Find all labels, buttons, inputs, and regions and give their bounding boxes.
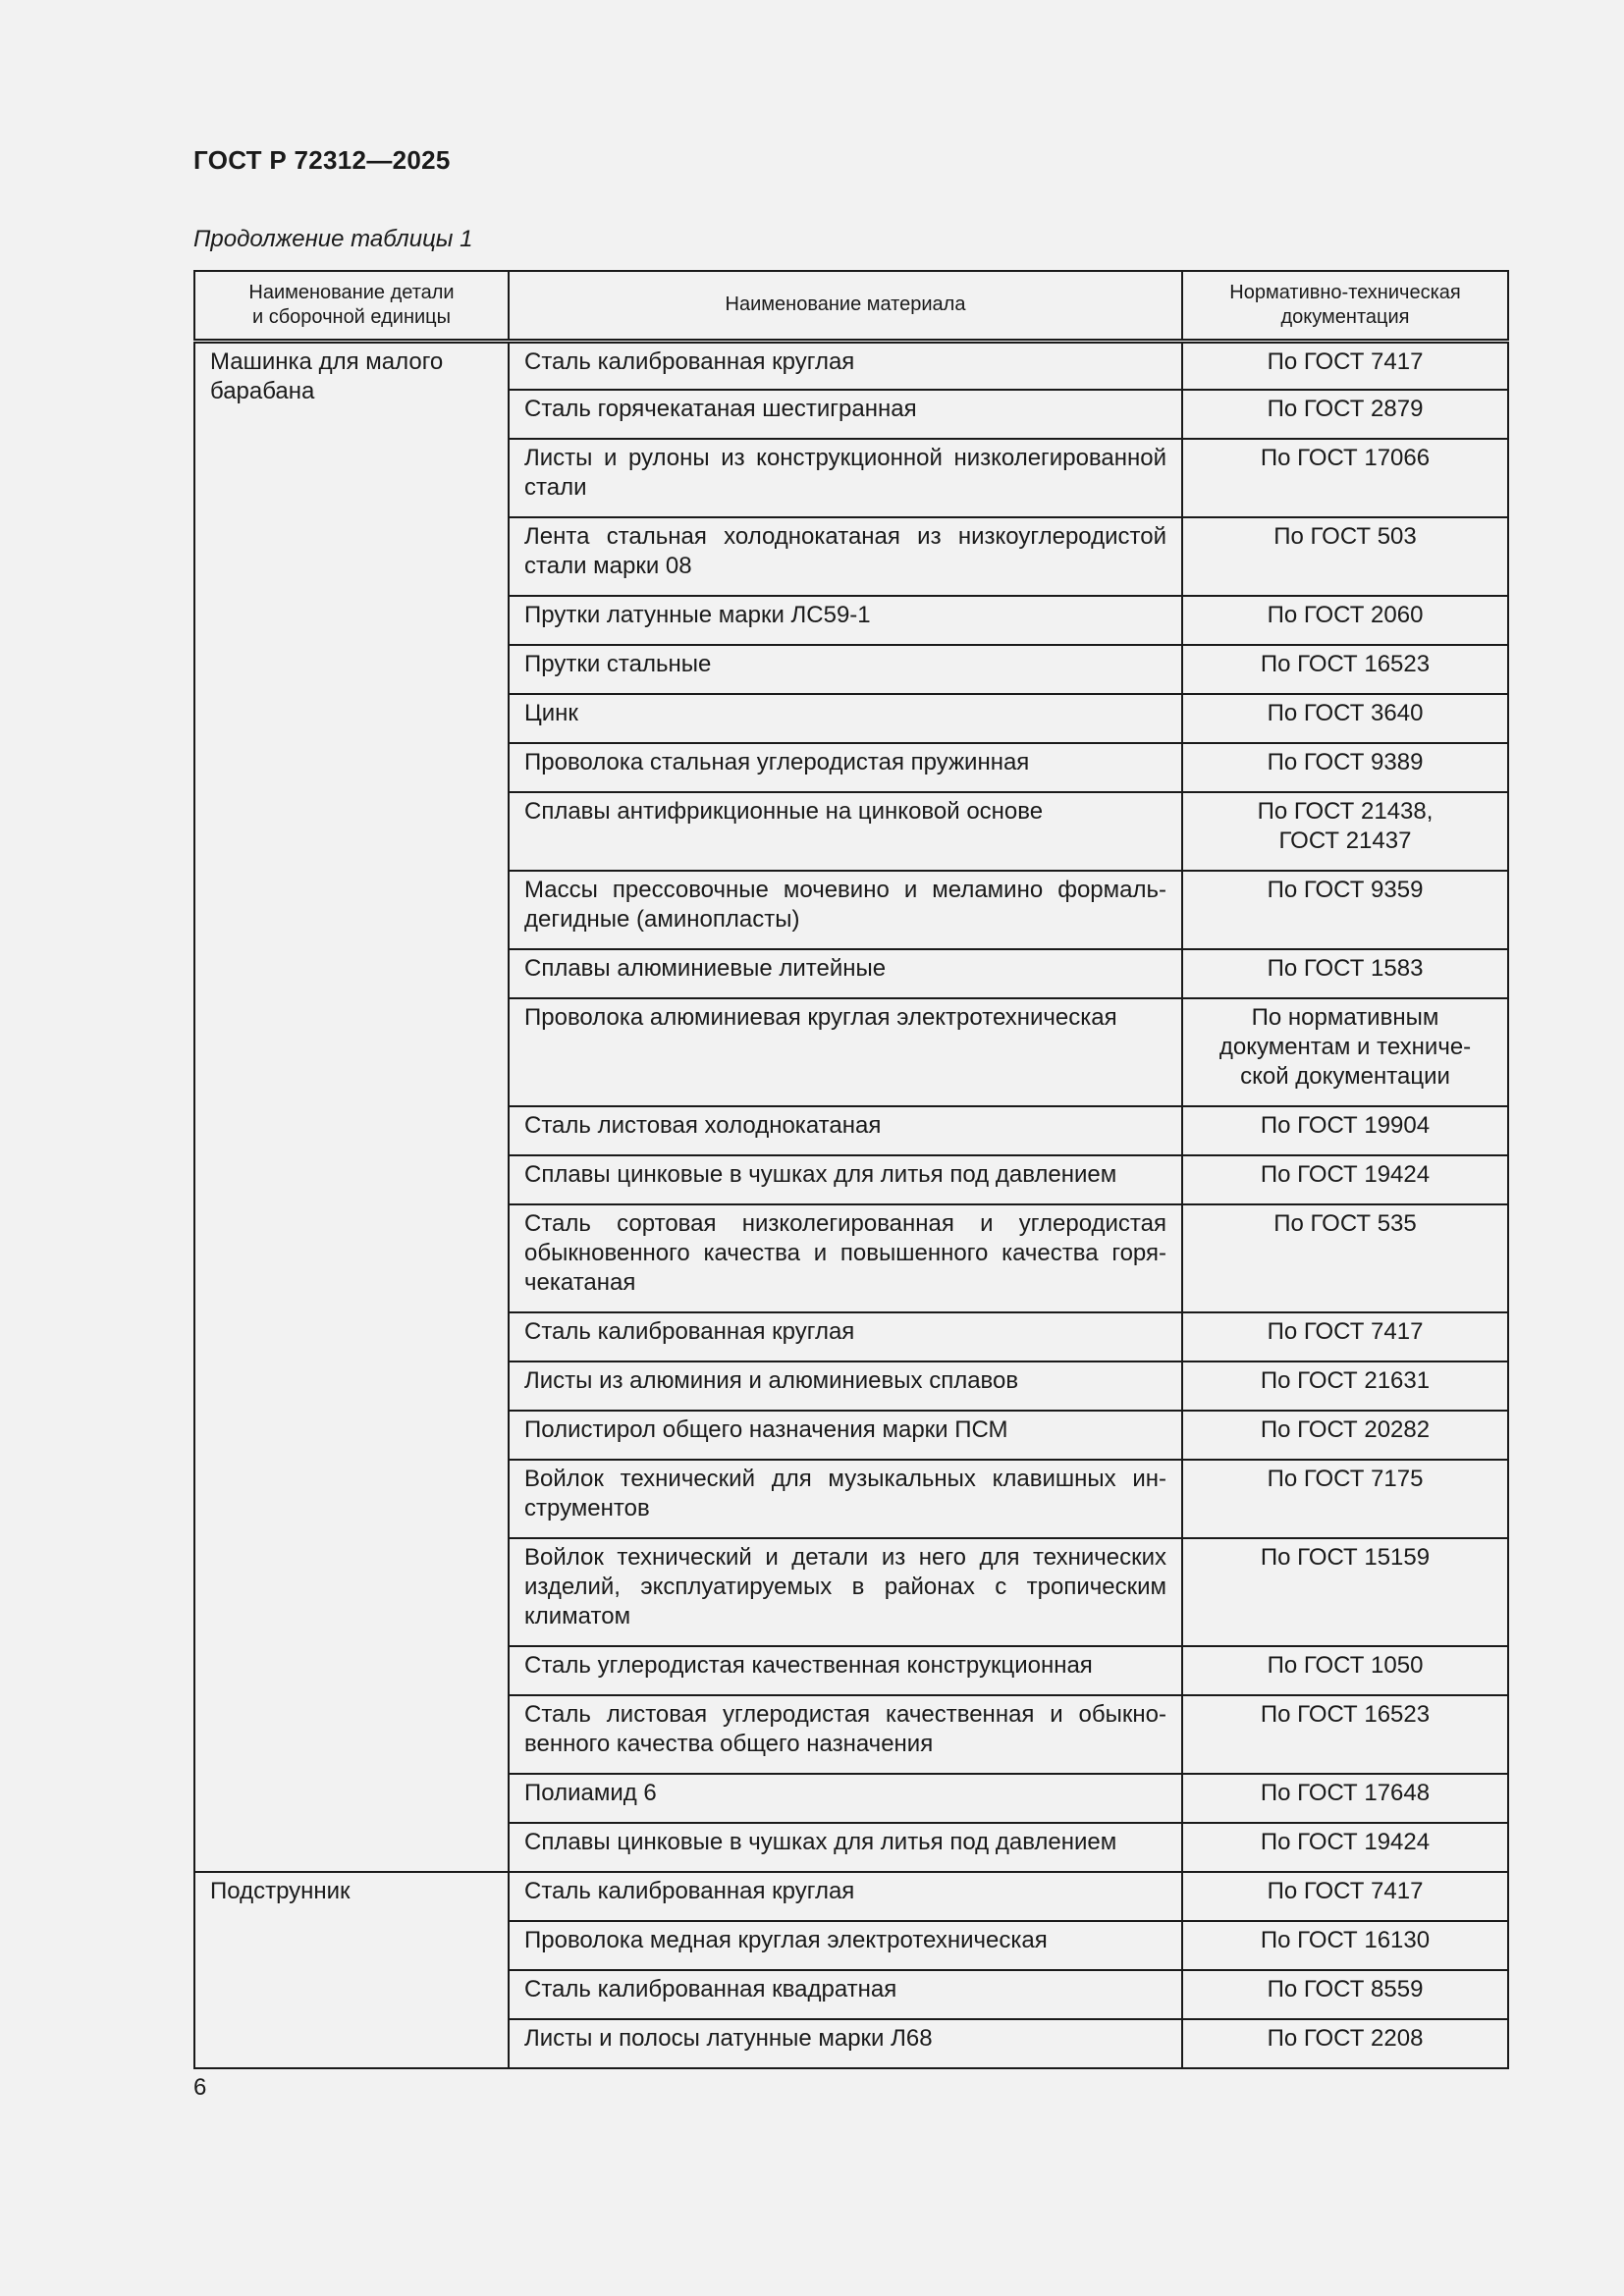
documentation-line: По ГОСТ 1583 xyxy=(1267,955,1424,982)
documentation-cell xyxy=(1182,1106,1508,1155)
material-line: Сталь листовая углеродистая качественная и обыкно- xyxy=(524,1701,1166,1728)
table-row xyxy=(194,1872,1508,1921)
material-cell xyxy=(509,1155,1182,1204)
column-header-material xyxy=(509,271,1182,341)
documentation-line: По ГОСТ 2879 xyxy=(1267,396,1424,422)
material-line: Листы и рулоны из конструкционной низколегированной xyxy=(524,445,1166,471)
documentation-line: По ГОСТ 535 xyxy=(1273,1210,1417,1237)
documentation-line: По ГОСТ 17648 xyxy=(1260,1780,1431,1806)
material-cell xyxy=(509,792,1182,871)
material-text xyxy=(524,876,1166,934)
documentation-line: По ГОСТ 19424 xyxy=(1260,1161,1431,1188)
material-cell xyxy=(509,1362,1182,1411)
material-text xyxy=(524,1003,1166,1033)
column-header-line: Наименование материала xyxy=(725,294,966,316)
material-text xyxy=(524,748,1166,777)
documentation-line: По ГОСТ 7417 xyxy=(1267,1318,1424,1345)
documentation-cell xyxy=(1182,1970,1508,2019)
material-line: венного качества общего назначения xyxy=(524,1731,934,1757)
material-text xyxy=(524,650,1166,679)
material-line: Полиамид 6 xyxy=(524,1780,657,1806)
part-name-cell xyxy=(194,1872,509,2068)
documentation-cell xyxy=(1182,871,1508,949)
material-cell xyxy=(509,743,1182,792)
documentation-cell xyxy=(1182,439,1508,517)
material-line: Сплавы антифрикционные на цинковой основе xyxy=(524,798,1044,825)
material-cell xyxy=(509,1774,1182,1823)
documentation-cell xyxy=(1182,517,1508,596)
documentation-line: По ГОСТ 7417 xyxy=(1267,1878,1424,1904)
documentation-line: По ГОСТ 15159 xyxy=(1260,1544,1431,1571)
material-text xyxy=(524,1415,1166,1445)
documentation-cell xyxy=(1182,1362,1508,1411)
material-cell xyxy=(509,645,1182,694)
material-line: Массы прессовочные мочевино и меламино формаль- xyxy=(524,877,1166,903)
column-header-part xyxy=(194,271,509,341)
documentation-line: По ГОСТ 7175 xyxy=(1267,1466,1424,1492)
material-text xyxy=(524,1317,1166,1347)
material-line: обыкновенного качества и повышенного качества горя- xyxy=(524,1240,1166,1266)
material-line: Проволока стальная углеродистая пружинная xyxy=(524,749,1030,775)
documentation-line: По ГОСТ 2060 xyxy=(1267,602,1424,628)
material-text xyxy=(524,1975,1166,2004)
material-cell xyxy=(509,1312,1182,1362)
part-name-line: барабана xyxy=(210,377,315,404)
material-line: Проволока медная круглая электротехническая xyxy=(524,1927,1048,1953)
material-cell xyxy=(509,390,1182,439)
documentation-cell xyxy=(1182,1312,1508,1362)
material-cell xyxy=(509,1411,1182,1460)
material-cell xyxy=(509,1460,1182,1538)
documentation-line: По ГОСТ 2208 xyxy=(1267,2025,1424,2052)
material-line: Сталь калиброванная круглая xyxy=(524,1878,855,1904)
page-number: 6 xyxy=(193,2074,207,2101)
material-line: Сплавы цинковые в чушках для литья под давлением xyxy=(524,1161,1117,1188)
material-line: Прутки стальные xyxy=(524,651,712,677)
part-name-cell xyxy=(194,341,509,1872)
material-text xyxy=(524,444,1166,503)
table-row xyxy=(194,341,1508,390)
material-cell xyxy=(509,1823,1182,1872)
documentation-line: По ГОСТ 21631 xyxy=(1260,1367,1431,1394)
documentation-line: По ГОСТ 1050 xyxy=(1267,1652,1424,1679)
material-line: Сталь углеродистая качественная конструкционная xyxy=(524,1652,1093,1679)
documentation-cell xyxy=(1182,998,1508,1106)
documentation-cell xyxy=(1182,645,1508,694)
documentation-line: По ГОСТ 9359 xyxy=(1267,877,1424,903)
material-cell xyxy=(509,1646,1182,1695)
documentation-line: ской документации xyxy=(1240,1063,1450,1090)
column-header-line: документация xyxy=(1280,305,1410,328)
material-line: Сплавы цинковые в чушках для литья под давлением xyxy=(524,1829,1117,1855)
material-line: Сталь листовая холоднокатаная xyxy=(524,1112,882,1139)
documentation-cell xyxy=(1182,743,1508,792)
material-text xyxy=(524,699,1166,728)
documentation-cell xyxy=(1182,792,1508,871)
documentation-cell xyxy=(1182,1538,1508,1646)
documentation-line: По ГОСТ 17066 xyxy=(1260,445,1431,471)
material-text xyxy=(524,1111,1166,1141)
part-name-line: Подструнник xyxy=(210,1878,351,1904)
documentation-line: По ГОСТ 9389 xyxy=(1267,749,1424,775)
part-name-line: Машинка для малого xyxy=(210,347,444,375)
documentation-cell xyxy=(1182,1695,1508,1774)
documentation-cell xyxy=(1182,2019,1508,2068)
material-text xyxy=(524,954,1166,984)
material-cell xyxy=(509,517,1182,596)
table-caption: Продолжение таблицы 1 xyxy=(193,226,473,252)
documentation-line: По ГОСТ 16130 xyxy=(1260,1927,1431,1953)
material-text xyxy=(524,522,1166,581)
material-line: Сталь калиброванная круглая xyxy=(524,347,855,375)
material-line: чекатаная xyxy=(524,1269,636,1296)
material-line: Прутки латунные марки ЛС59-1 xyxy=(524,602,871,628)
material-line: дегидные (аминопласты) xyxy=(524,906,800,933)
column-header-documentation xyxy=(1182,271,1508,341)
material-text xyxy=(524,347,1166,377)
material-line: Лента стальная холоднокатаная из низкоуглеродистой xyxy=(524,523,1166,550)
documentation-cell xyxy=(1182,1872,1508,1921)
document-standard-code: ГОСТ Р 72312—2025 xyxy=(193,145,451,175)
material-text xyxy=(524,1651,1166,1681)
documentation-cell xyxy=(1182,1646,1508,1695)
material-line: Сталь калиброванная квадратная xyxy=(524,1976,897,2002)
documentation-cell xyxy=(1182,1823,1508,1872)
material-line: Сталь горячекатаная шестигранная xyxy=(524,396,917,422)
material-cell xyxy=(509,341,1182,390)
documentation-cell xyxy=(1182,949,1508,998)
table-body xyxy=(194,341,1508,2068)
documentation-line: По ГОСТ 7417 xyxy=(1267,347,1424,375)
material-line: стали марки 08 xyxy=(524,553,692,579)
material-line: Сталь калиброванная круглая xyxy=(524,1318,855,1345)
material-line: Листы из алюминия и алюминиевых сплавов xyxy=(524,1367,1019,1394)
material-line: стали xyxy=(524,474,587,501)
material-text xyxy=(524,601,1166,630)
documentation-line: По ГОСТ 19424 xyxy=(1260,1829,1431,1855)
material-text xyxy=(524,1465,1166,1523)
material-text xyxy=(524,395,1166,424)
material-cell xyxy=(509,1106,1182,1155)
documentation-line: По ГОСТ 21438, xyxy=(1257,798,1434,825)
material-text xyxy=(524,1543,1166,1631)
material-cell xyxy=(509,1872,1182,1921)
documentation-line: По ГОСТ 16523 xyxy=(1260,1701,1431,1728)
material-text xyxy=(524,797,1166,827)
material-cell xyxy=(509,1695,1182,1774)
documentation-cell xyxy=(1182,341,1508,390)
material-cell xyxy=(509,2019,1182,2068)
documentation-cell xyxy=(1182,1921,1508,1970)
material-cell xyxy=(509,1970,1182,2019)
material-text xyxy=(524,1209,1166,1298)
material-text xyxy=(524,2024,1166,2054)
material-line: Войлок технический и детали из него для технических xyxy=(524,1544,1166,1571)
column-header-line: и сборочной единицы xyxy=(251,305,451,328)
column-header-line: Нормативно-техническая xyxy=(1229,281,1461,303)
material-line: Проволока алюминиевая круглая электротехническая xyxy=(524,1004,1117,1031)
material-line: Листы и полосы латунные марки Л68 xyxy=(524,2025,933,2052)
material-cell xyxy=(509,1921,1182,1970)
documentation-cell xyxy=(1182,1155,1508,1204)
material-text xyxy=(524,1828,1166,1857)
material-line: Войлок технический для музыкальных клавишных ин- xyxy=(524,1466,1166,1492)
material-cell xyxy=(509,998,1182,1106)
column-header-line: Наименование детали xyxy=(248,281,455,303)
documentation-cell xyxy=(1182,390,1508,439)
documentation-line: По ГОСТ 3640 xyxy=(1267,700,1424,726)
material-cell xyxy=(509,949,1182,998)
material-text xyxy=(524,1779,1166,1808)
documentation-line: По ГОСТ 20282 xyxy=(1260,1416,1431,1443)
material-line: Сталь сортовая низколегированная и углеродистая xyxy=(524,1210,1166,1237)
documentation-line: По ГОСТ 16523 xyxy=(1260,651,1431,677)
material-cell xyxy=(509,439,1182,517)
material-text xyxy=(524,1877,1166,1906)
documentation-line: По ГОСТ 19904 xyxy=(1260,1112,1431,1139)
documentation-line: По ГОСТ 503 xyxy=(1273,523,1417,550)
material-cell xyxy=(509,1538,1182,1646)
material-cell xyxy=(509,871,1182,949)
material-line: изделий, эксплуатируемых в районах с тропическим xyxy=(524,1574,1166,1600)
material-text xyxy=(524,1926,1166,1955)
documentation-line: По нормативным xyxy=(1251,1004,1439,1031)
material-text xyxy=(524,1366,1166,1396)
documentation-line: документам и техниче- xyxy=(1218,1034,1472,1060)
header-row xyxy=(194,271,1508,341)
table-header xyxy=(194,271,1508,341)
documentation-cell xyxy=(1182,1204,1508,1312)
documentation-cell xyxy=(1182,1774,1508,1823)
documentation-cell xyxy=(1182,596,1508,645)
material-line: Сплавы алюминиевые литейные xyxy=(524,955,887,982)
documentation-line: По ГОСТ 8559 xyxy=(1267,1976,1424,2002)
material-text xyxy=(524,1160,1166,1190)
documentation-cell xyxy=(1182,1411,1508,1460)
documentation-cell xyxy=(1182,694,1508,743)
material-line: климатом xyxy=(524,1603,631,1629)
material-cell xyxy=(509,694,1182,743)
material-line: Цинк xyxy=(524,700,578,726)
material-line: струментов xyxy=(524,1495,650,1522)
material-line: Полистирол общего назначения марки ПСМ xyxy=(524,1416,1008,1443)
material-cell xyxy=(509,1204,1182,1312)
documentation-line: ГОСТ 21437 xyxy=(1278,828,1412,854)
material-cell xyxy=(509,596,1182,645)
material-text xyxy=(524,1700,1166,1759)
materials-table xyxy=(193,270,1509,2069)
documentation-cell xyxy=(1182,1460,1508,1538)
